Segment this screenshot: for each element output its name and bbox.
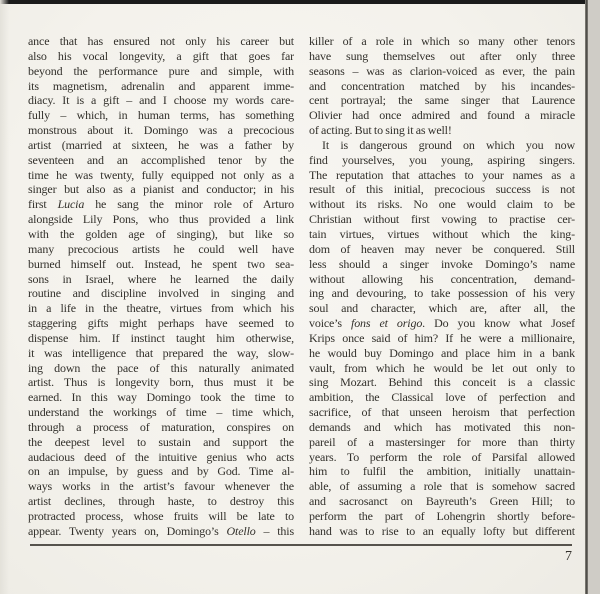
text-line: less should a singer invoke Domingo’s name	[309, 256, 575, 271]
text-line: The reputation that attaches to your names as a	[309, 167, 575, 182]
text-line: it was intelligence that prepared the way, slow-	[28, 345, 294, 360]
text-line: able, of assuming a role that is somehow sacred	[309, 479, 575, 494]
text-line: demands and which has motivated this non-	[309, 419, 575, 434]
text-line: artist declines, through haste, to destroy this	[28, 494, 294, 509]
footer-rule	[30, 544, 572, 546]
text-line: It is dangerous ground on which you now	[322, 137, 575, 152]
text-line: pareil of a mastersinger for more than thirty	[309, 434, 575, 449]
text-line: and concentration matched by his incandes-	[309, 78, 575, 93]
left-text-column	[28, 34, 294, 539]
text-line: on an impulse, by guess and by God. Time al-	[28, 464, 294, 479]
text-line: staggering gifts might perhaps have seemed to	[28, 316, 294, 331]
scan-left-shadow	[0, 0, 9, 594]
scan-right-edge	[585, 0, 600, 594]
text-line: first Lucia he sang the minor role of Arturo	[28, 197, 294, 212]
text-line: protracted process, whose fruits will be late to	[28, 509, 294, 523]
text-line: without its risks. No one would claim to be	[309, 197, 575, 212]
text-line: in a life in the theatre, virtues from which his	[28, 301, 294, 316]
text-line: ing and devouring, to take possession of his very	[309, 286, 575, 301]
text-line: also his vocal longevity, a gift that goes far	[28, 48, 294, 63]
text-line: ways works in the artist’s favour whenever the	[28, 479, 294, 494]
text-line: the deepest level to sustain and support the	[28, 434, 294, 449]
text-line: find yourselves, you young, aspiring singers.	[309, 152, 575, 167]
text-line: result of this initial, precocious success is not	[309, 182, 575, 197]
text-line: without allowing his concentration, demand-	[309, 271, 575, 286]
text-line: with the golden age of singing), but like so	[28, 226, 294, 241]
text-line: alongside Lily Pons, who thus provided a link	[28, 212, 294, 227]
text-line: of acting. But to sing it as well!	[309, 123, 452, 138]
text-line: voice’s fons et origo. Do you know what Josef	[309, 316, 575, 331]
text-line: sacrifice, of that unseen heroism that perfection	[309, 405, 575, 420]
text-line: beyond the performance pure and simple, with	[28, 63, 294, 78]
text-line: Christian without first vowing to practise cer-	[309, 212, 575, 227]
text-line: years. To perform the role of Parsifal allowed	[309, 449, 575, 464]
text-line: through a process of maturation, conspires on	[28, 419, 294, 434]
text-line: earned. In this way Domingo took the time to	[28, 390, 294, 405]
text-line: time he was twenty, fully equipped not only as a	[28, 167, 294, 182]
text-line: sons in Israel, where he learned the daily	[28, 271, 294, 286]
text-line: artist (married at sixteen, he was a father by	[28, 137, 294, 152]
text-line: perform the part of Lohengrin shortly before-	[309, 509, 575, 523]
text-line: he would buy Domingo and place him in a bank	[309, 345, 575, 360]
text-line: burned himself out. Instead, he spent two sea-	[28, 256, 294, 271]
text-line: cent portrayal; the same singer that Laurence	[309, 93, 575, 108]
text-line: seasons – was as clarion-voiced as ever, the pain	[309, 63, 575, 78]
text-line: have sung themselves out after only three	[309, 48, 575, 63]
text-line: dispense him. If instinct taught him otherwise,	[28, 330, 294, 345]
text-line: artist. Thus is longevity born, thus must it be	[28, 375, 294, 390]
page-edge-line	[585, 0, 588, 594]
text-line: sing Mozart. Behind this conceit is a classic	[309, 375, 575, 390]
text-line: killer of a role in which so many other tenors	[309, 34, 575, 48]
text-line: understand the workings of time – time which,	[28, 405, 294, 420]
scan-top-edge	[0, 0, 600, 4]
page-number: 7	[565, 549, 572, 564]
text-line: diacy. It is a gift – and I choose my words care-	[28, 93, 294, 108]
text-line: Krips once said of him? If he were a millionaire,	[309, 330, 575, 345]
text-line: its magnetism, adrenalin and apparent imme-	[28, 78, 294, 93]
text-line: fully – which, in human terms, has something	[28, 108, 294, 123]
text-line: monstrous about it. Domingo was a precocious	[28, 123, 294, 138]
text-line: appear. Twenty years on, Domingo’s Otello – this	[28, 523, 294, 538]
text-line: soul and character, which are, after all, the	[309, 301, 575, 316]
text-line: audacious deed of the intuitive genius who acts	[28, 449, 294, 464]
text-line: ance that has ensured not only his career but	[28, 34, 294, 48]
right-text-column	[309, 34, 575, 539]
text-line: and sacrosanct on Bayreuth’s Green Hill; to	[309, 494, 575, 509]
text-line: ing down the pace of this naturally animated	[28, 360, 294, 375]
text-line: dom of heaven may never be conquered. Still	[309, 241, 575, 256]
text-line: hand was to rise to an equally lofty but different	[309, 523, 575, 538]
text-line: routine and discipline involved in singing and	[28, 286, 294, 301]
text-line: vault, from which he would be let out only to	[309, 360, 575, 375]
text-line: singer but also as a pianist and conductor; in his	[28, 182, 294, 197]
text-line: Olivier had once admired and found a miracle	[309, 108, 575, 123]
text-line: tain virtues, virtues without which the king-	[309, 226, 575, 241]
text-line: ambition, the Classical love of perfection and	[309, 390, 575, 405]
text-line: seventeen and an accomplished tenor by the	[28, 152, 294, 167]
text-line: him to fulfil the ambition, initially unattain-	[309, 464, 575, 479]
text-line: many precocious artists he could well have	[28, 241, 294, 256]
